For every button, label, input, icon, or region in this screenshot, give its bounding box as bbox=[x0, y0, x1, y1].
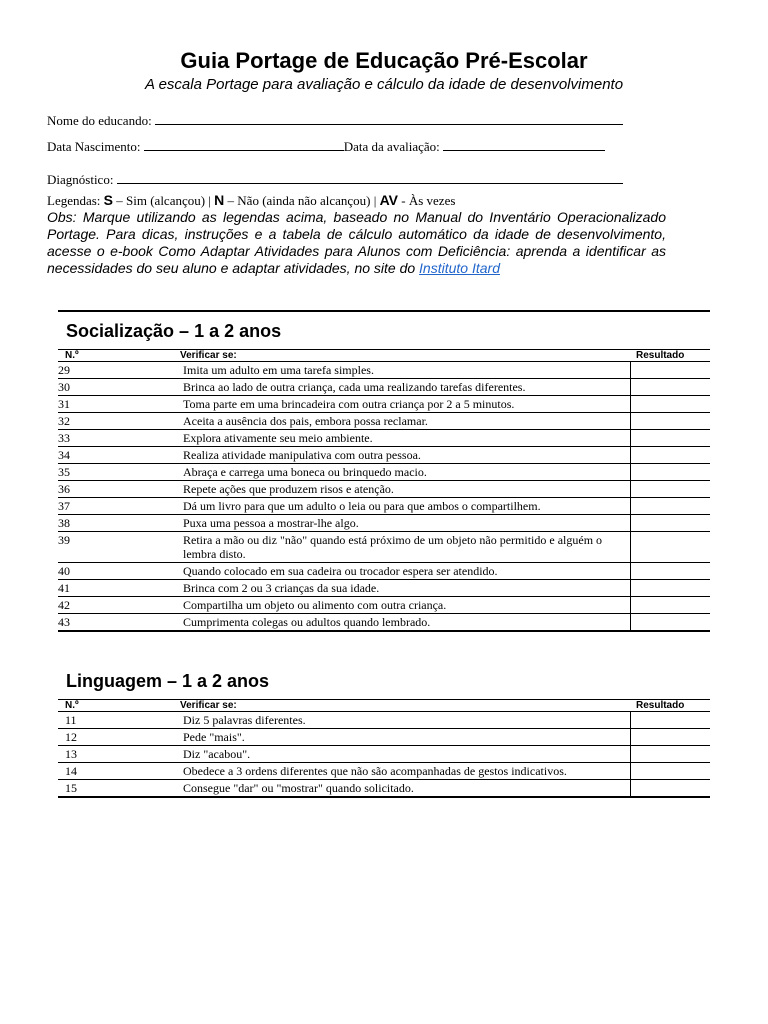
result-cell[interactable] bbox=[630, 580, 710, 597]
result-cell[interactable] bbox=[630, 712, 710, 729]
nome-label: Nome do educando: bbox=[47, 113, 152, 128]
header-num: N.º bbox=[58, 350, 180, 362]
table-row bbox=[58, 498, 710, 515]
result-cell[interactable] bbox=[630, 379, 710, 396]
diagnostico-label: Diagnóstico: bbox=[47, 172, 114, 187]
item-number: 41 bbox=[58, 580, 180, 597]
result-cell[interactable] bbox=[630, 362, 710, 379]
table-row bbox=[58, 430, 710, 447]
result-cell[interactable] bbox=[630, 413, 710, 430]
item-description: Pede "mais". bbox=[180, 729, 630, 746]
item-number: 11 bbox=[58, 712, 180, 729]
result-cell[interactable] bbox=[630, 515, 710, 532]
nascimento-input-line[interactable] bbox=[144, 138, 344, 151]
socializacao-rows bbox=[58, 362, 710, 632]
table-header-row bbox=[58, 350, 710, 362]
item-description: Repete ações que produzem risos e atenção. bbox=[180, 481, 630, 498]
item-number: 42 bbox=[58, 597, 180, 614]
nome-input-line[interactable] bbox=[155, 112, 623, 125]
legend-s-text: – Sim (alcançou) | bbox=[116, 193, 211, 208]
table-row bbox=[58, 447, 710, 464]
item-number: 34 bbox=[58, 447, 180, 464]
item-description: Dá um livro para que um adulto o leia ou para que ambos o compartilhem. bbox=[180, 498, 630, 515]
table-row bbox=[58, 780, 710, 798]
diagnostico-input-line[interactable] bbox=[117, 171, 623, 184]
legend-prefix: Legendas: bbox=[47, 193, 101, 208]
result-cell[interactable] bbox=[630, 763, 710, 780]
legend-s-key: S bbox=[103, 192, 114, 208]
table-row bbox=[58, 580, 710, 597]
item-number: 37 bbox=[58, 498, 180, 515]
result-cell[interactable] bbox=[630, 430, 710, 447]
result-cell[interactable] bbox=[630, 532, 710, 563]
item-description: Abraça e carrega uma boneca ou brinquedo macio. bbox=[180, 464, 630, 481]
item-number: 30 bbox=[58, 379, 180, 396]
item-description: Obedece a 3 ordens diferentes que não são acompanhadas de gestos indicativos. bbox=[180, 763, 630, 780]
result-cell[interactable] bbox=[630, 396, 710, 413]
datas-field bbox=[47, 138, 605, 155]
linguagem-table bbox=[58, 699, 710, 798]
item-description: Puxa uma pessoa a mostrar-lhe algo. bbox=[180, 515, 630, 532]
nome-field bbox=[47, 112, 623, 129]
result-cell[interactable] bbox=[630, 464, 710, 481]
table-row bbox=[58, 481, 710, 498]
item-number: 38 bbox=[58, 515, 180, 532]
result-cell[interactable] bbox=[630, 746, 710, 763]
item-number: 43 bbox=[58, 614, 180, 632]
legend-n-text: – Não (ainda não alcançou) | bbox=[227, 193, 377, 208]
item-description: Realiza atividade manipulativa com outra pessoa. bbox=[180, 447, 630, 464]
item-number: 36 bbox=[58, 481, 180, 498]
header-verificar: Verificar se: bbox=[180, 350, 630, 362]
item-description: Retira a mão ou diz "não" quando está próximo de um objeto não permitido e alguém o lembra disto. bbox=[180, 532, 630, 563]
item-description: Compartilha um objeto ou alimento com outra criança. bbox=[180, 597, 630, 614]
item-description: Diz 5 palavras diferentes. bbox=[180, 712, 630, 729]
item-description: Consegue "dar" ou "mostrar" quando solicitado. bbox=[180, 780, 630, 798]
item-number: 15 bbox=[58, 780, 180, 798]
result-cell[interactable] bbox=[630, 614, 710, 632]
diagnostico-field bbox=[47, 171, 623, 188]
table-row bbox=[58, 729, 710, 746]
header-resultado: Resultado bbox=[630, 350, 710, 362]
item-description: Brinca com 2 ou 3 crianças da sua idade. bbox=[180, 580, 630, 597]
table-row bbox=[58, 396, 710, 413]
item-description: Diz "acabou". bbox=[180, 746, 630, 763]
item-number: 31 bbox=[58, 396, 180, 413]
obs-paragraph bbox=[47, 209, 666, 277]
table-row bbox=[58, 746, 710, 763]
result-cell[interactable] bbox=[630, 563, 710, 580]
nascimento-label: Data Nascimento: bbox=[47, 139, 141, 154]
legend-n-key: N bbox=[214, 192, 225, 208]
socializacao-title: Socialização – 1 a 2 anos bbox=[66, 321, 282, 341]
header-num: N.º bbox=[58, 700, 180, 712]
table-row bbox=[58, 712, 710, 729]
socializacao-table bbox=[58, 349, 710, 632]
item-number: 12 bbox=[58, 729, 180, 746]
item-description: Cumprimenta colegas ou adultos quando lembrado. bbox=[180, 614, 630, 632]
instituto-itard-link[interactable]: Instituto Itard bbox=[419, 260, 500, 276]
table-row bbox=[58, 413, 710, 430]
result-cell[interactable] bbox=[630, 597, 710, 614]
table-row bbox=[58, 614, 710, 632]
page-subtitle: A escala Portage para avaliação e cálculo da idade de desenvolvimento bbox=[144, 76, 624, 93]
avaliacao-label: Data da avaliação: bbox=[343, 139, 440, 154]
legend-av-text: - Às vezes bbox=[401, 193, 456, 208]
linguagem-rows bbox=[58, 712, 710, 798]
table-row bbox=[58, 563, 710, 580]
table-row bbox=[58, 515, 710, 532]
item-number: 32 bbox=[58, 413, 180, 430]
result-cell[interactable] bbox=[630, 498, 710, 515]
item-number: 29 bbox=[58, 362, 180, 379]
table-row bbox=[58, 597, 710, 614]
item-description: Toma parte em uma brincadeira com outra criança por 2 a 5 minutos. bbox=[180, 396, 630, 413]
item-description: Explora ativamente seu meio ambiente. bbox=[180, 430, 630, 447]
item-number: 39 bbox=[58, 532, 180, 563]
item-number: 35 bbox=[58, 464, 180, 481]
obs-text: Obs: Marque utilizando as legendas acima, baseado no Manual do Inventário Operacionalizado Portage. Para dicas, instruções e a tabela de cálculo automático da idade de desenvolvimento, acesse o e-book Como Adaptar Atividades para Alunos com Deficiência: aprenda a identificar as necessidades do seu aluno e adaptar atividades, no site do bbox=[47, 209, 666, 276]
item-description: Imita um adulto em uma tarefa simples. bbox=[180, 362, 630, 379]
item-number: 14 bbox=[58, 763, 180, 780]
item-number: 33 bbox=[58, 430, 180, 447]
legend bbox=[47, 192, 455, 209]
page-title: Guia Portage de Educação Pré-Escolar bbox=[180, 48, 588, 73]
header-verificar: Verificar se: bbox=[180, 700, 630, 712]
avaliacao-input-line[interactable] bbox=[443, 138, 605, 151]
result-cell[interactable] bbox=[630, 729, 710, 746]
result-cell[interactable] bbox=[630, 447, 710, 464]
table-row bbox=[58, 763, 710, 780]
header-resultado: Resultado bbox=[630, 700, 710, 712]
item-number: 40 bbox=[58, 563, 180, 580]
table-header-row bbox=[58, 700, 710, 712]
table-row bbox=[58, 362, 710, 379]
item-number: 13 bbox=[58, 746, 180, 763]
table-row bbox=[58, 379, 710, 396]
table-row bbox=[58, 464, 710, 481]
result-cell[interactable] bbox=[630, 780, 710, 798]
item-description: Quando colocado em sua cadeira ou trocador espera ser atendido. bbox=[180, 563, 630, 580]
linguagem-title: Linguagem – 1 a 2 anos bbox=[66, 671, 270, 691]
divider bbox=[58, 310, 710, 312]
legend-av-key: AV bbox=[379, 192, 399, 208]
result-cell[interactable] bbox=[630, 481, 710, 498]
item-description: Aceita a ausência dos pais, embora possa reclamar. bbox=[180, 413, 630, 430]
table-row bbox=[58, 532, 710, 563]
item-description: Brinca ao lado de outra criança, cada uma realizando tarefas diferentes. bbox=[180, 379, 630, 396]
